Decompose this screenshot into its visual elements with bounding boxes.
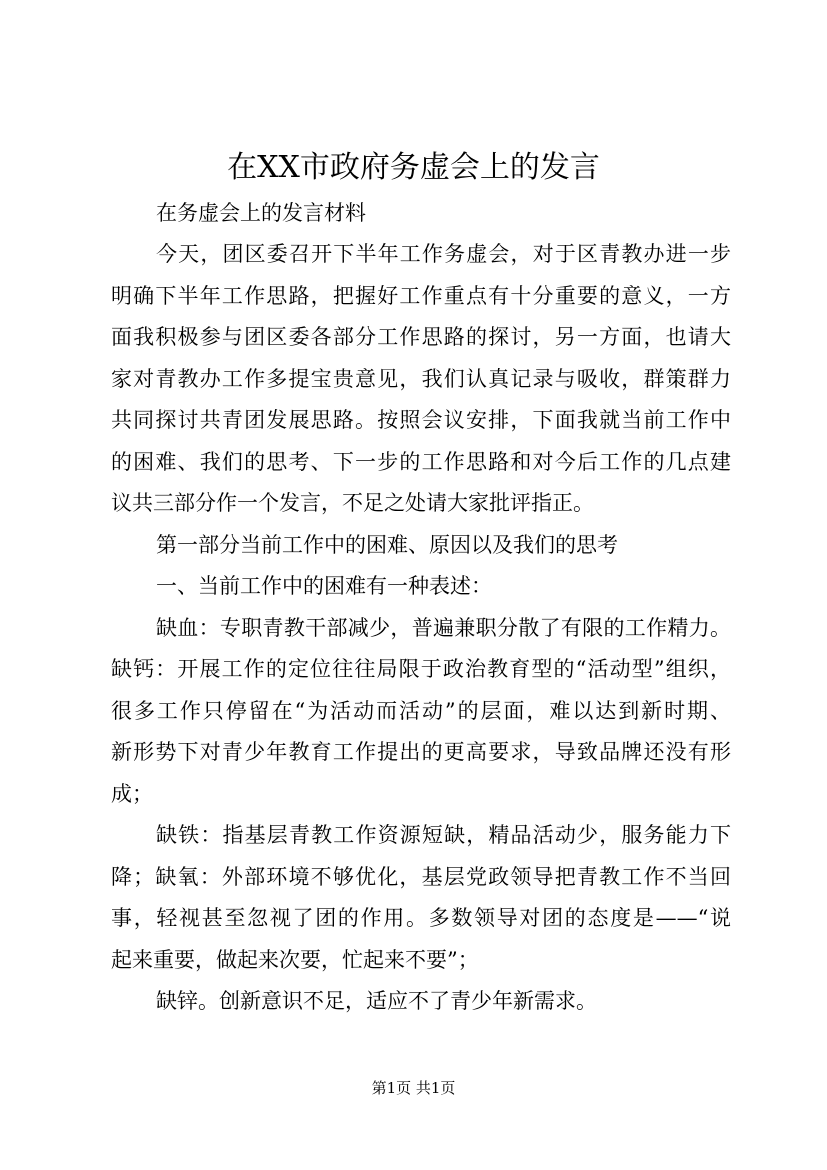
section-heading: 第一部分当前工作中的困难、原因以及我们的思考 <box>156 533 618 557</box>
paragraph-line: 起来重要，做起来次要，忙起来不要”； <box>111 948 479 972</box>
paragraph-line: 缺锌。创新意识不足，适应不了青少年新需求。 <box>156 989 597 1013</box>
paragraph-line: 缺铁：指基层青教工作资源短缺，精品活动少，服务能力下 <box>156 823 731 847</box>
paragraph-line: 议共三部分作一个发言，不足之处请大家批评指正。 <box>111 491 594 515</box>
paragraph-line: 在务虚会上的发言材料 <box>156 201 366 225</box>
paragraph-line: 明确下半年工作思路，把握好工作重点有十分重要的意义，一方 <box>111 284 731 308</box>
paragraph-line: 成； <box>111 782 153 806</box>
paragraph-line: 缺钙：开展工作的定位往往局限于政治教育型的“活动型”组织， <box>111 657 731 681</box>
paragraph-line: 事，轻视甚至忽视了团的作用。多数领导对团的态度是——“说 <box>111 906 731 930</box>
subsection-heading: 一、当前工作中的困难有一种表述： <box>156 574 492 598</box>
paragraph-line: 新形势下对青少年教育工作提出的更高要求，导致品牌还没有形 <box>111 740 731 764</box>
page-footer: 第1页 共1页 <box>371 1079 456 1097</box>
paragraph-line: 很多工作只停留在“为活动而活动”的层面，难以达到新时期、 <box>111 699 731 723</box>
paragraph-line: 家对青教办工作多提宝贵意见，我们认真记录与吸收，群策群力 <box>111 367 731 391</box>
paragraph-line: 共同探讨共青团发展思路。按照会议安排，下面我就当前工作中 <box>111 408 731 432</box>
paragraph-line: 的困难、我们的思考、下一步的工作思路和对今后工作的几点建 <box>111 450 731 474</box>
paragraph-line: 面我积极参与团区委各部分工作思路的探讨，另一方面，也请大 <box>111 325 731 349</box>
paragraph-line: 降；缺氧：外部环境不够优化，基层党政领导把青教工作不当回 <box>111 865 731 889</box>
document-title: 在XX市政府务虚会上的发言 <box>227 150 600 185</box>
paragraph-line: 缺血：专职青教干部减少，普遍兼职分散了有限的工作精力。 <box>156 616 731 640</box>
paragraph-line: 今天，团区委召开下半年工作务虚会，对于区青教办进一步 <box>156 242 731 266</box>
